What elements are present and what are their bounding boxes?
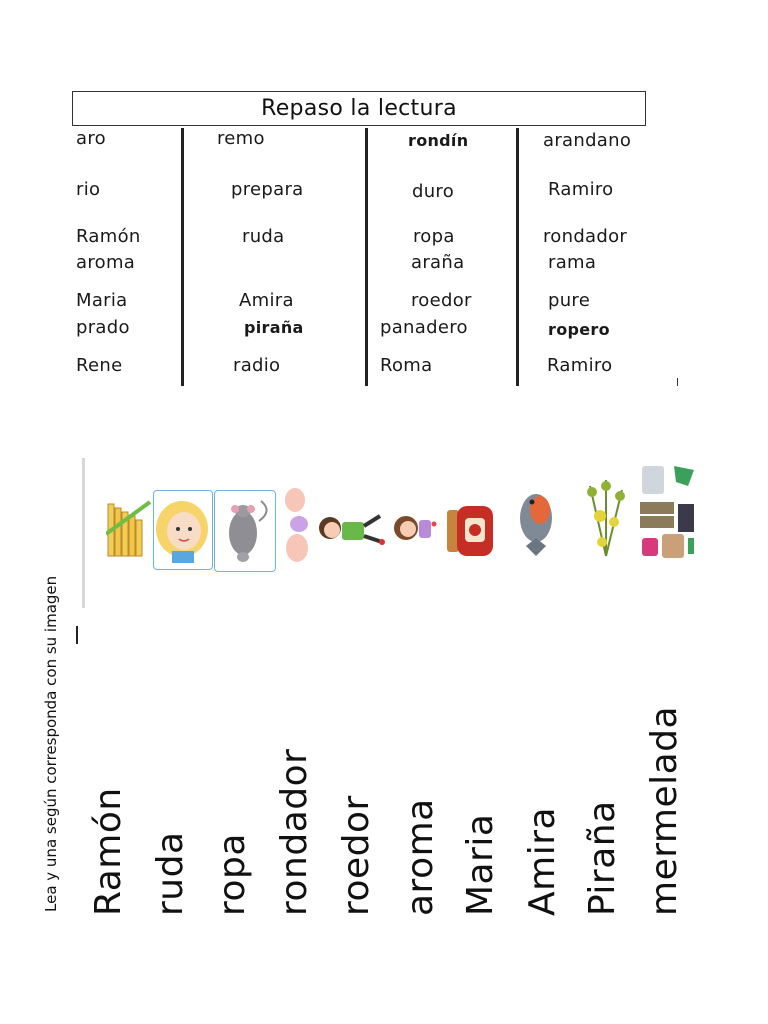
reading-word: aro — [76, 128, 106, 149]
image-strip-edge — [82, 458, 85, 608]
reading-word: ruda — [242, 226, 285, 247]
jam-jar-icon — [443, 502, 499, 560]
match-word: mermelada — [644, 705, 685, 916]
reading-word: Maria — [76, 290, 128, 311]
blonde-girl-icon — [153, 490, 213, 570]
reading-word: Amira — [239, 290, 294, 311]
match-word: Maria — [460, 813, 501, 916]
reading-word: Ramiro — [548, 179, 614, 200]
rue-plant-icon — [580, 476, 632, 558]
exercise-instruction: Lea y una según corresponda con su imagen — [42, 575, 60, 912]
reading-word: Ramón — [76, 226, 141, 247]
reading-word: piraña — [244, 318, 304, 337]
reading-word: rio — [76, 179, 101, 200]
reading-word: ropero — [548, 320, 610, 339]
column-divider — [516, 128, 519, 386]
little-girl-icon — [392, 508, 438, 552]
reading-word: Roma — [380, 355, 433, 376]
reading-word: Rene — [76, 355, 123, 376]
reading-word: arandano — [543, 130, 632, 151]
running-child-icon — [318, 504, 386, 560]
reading-word: aroma — [76, 252, 136, 273]
column-divider — [365, 128, 368, 386]
hands-holding-icon — [281, 484, 317, 570]
reading-word: ropa — [413, 226, 455, 247]
rat-icon — [214, 490, 276, 572]
match-word: Amira — [522, 806, 563, 916]
reading-word: panadero — [380, 317, 468, 338]
reading-word: rama — [548, 252, 597, 273]
reading-word: rondador — [543, 226, 628, 247]
reading-word: roedor — [411, 290, 472, 311]
reading-word: pure — [548, 290, 591, 311]
reading-word: radio — [233, 355, 281, 376]
clothes-icon — [636, 462, 696, 562]
match-word: aroma — [400, 798, 441, 916]
match-word: ruda — [150, 831, 191, 916]
reading-word: prepara — [231, 179, 304, 200]
match-word: Piraña — [582, 800, 623, 916]
reading-word: duro — [412, 181, 455, 202]
column-divider — [181, 128, 184, 386]
table-edge-tick — [677, 378, 678, 386]
match-word: Ramón — [88, 787, 129, 916]
match-word: roedor — [336, 795, 377, 916]
piranha-fish-icon — [512, 490, 562, 558]
reading-word: prado — [76, 317, 130, 338]
reading-word: rondín — [408, 131, 469, 150]
reading-word: Ramiro — [547, 355, 613, 376]
match-word: rondador — [274, 748, 315, 916]
match-word: ropa — [212, 833, 253, 916]
page-title: Repaso la lectura — [72, 91, 646, 126]
reading-word: remo — [217, 128, 265, 149]
reading-word: araña — [411, 252, 465, 273]
short-dash — [76, 626, 78, 644]
panpipe-icon — [106, 494, 152, 562]
